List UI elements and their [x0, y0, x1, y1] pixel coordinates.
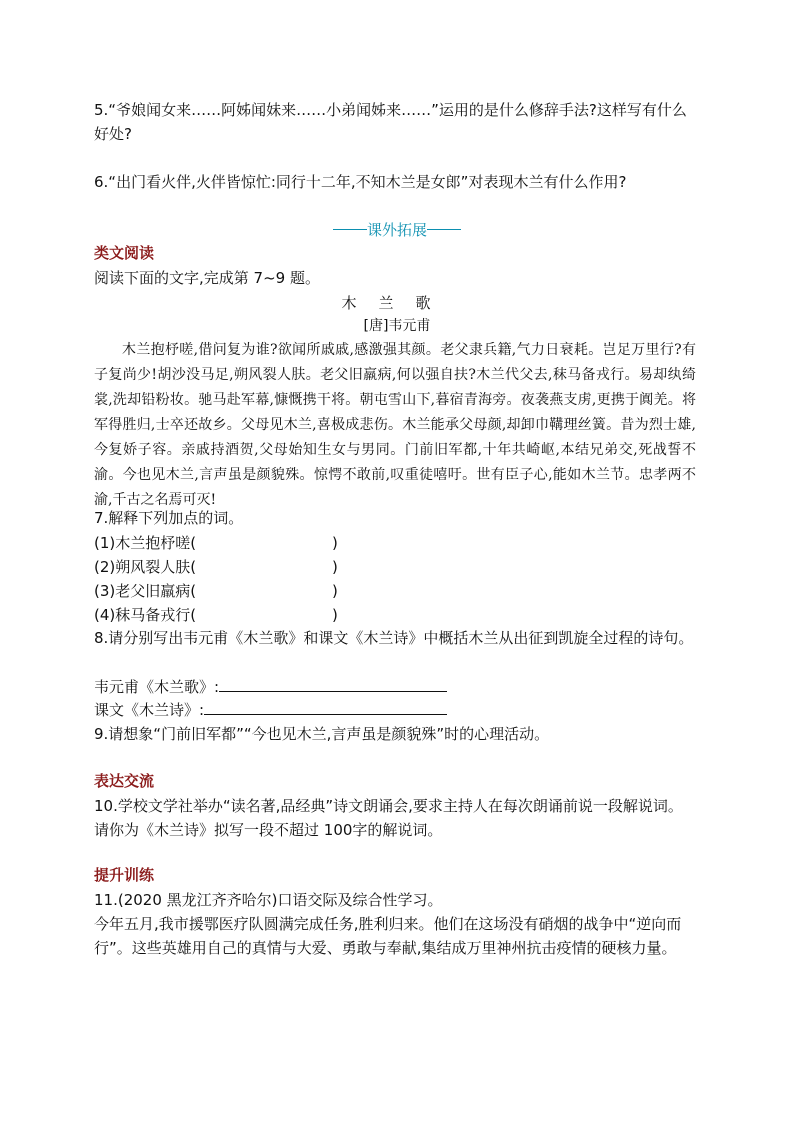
poem-title: 木兰歌 — [341, 294, 453, 312]
divider-line-left — [333, 229, 367, 230]
q7-item-4 — [94, 603, 338, 627]
question-10: 10.学校文学社举办“读名著,品经典”诗文朗诵会,要求主持人在每次朗诵前说一段解说词。请你为《木兰诗》拟写一段不超过 100字的解说词。 — [94, 797, 683, 839]
q7-item-label: (4)秣马备戎行( — [94, 606, 197, 624]
q7-item-label: (1)木兰抱杼嗟( — [94, 534, 197, 552]
question-8: 8.请分别写出韦元甫《木兰歌》和课文《木兰诗》中概括木兰从出征到凯旋全过程的诗句。 — [94, 629, 694, 647]
question-11: 11.(2020 黑龙江齐齐哈尔)口语交际及综合性学习。 — [94, 891, 443, 909]
q8-line-label: 课文《木兰诗》: — [94, 701, 205, 719]
divider-label: 课外拓展 — [366, 220, 427, 239]
q7-item-3 — [94, 579, 338, 603]
q7-item-answer-blank[interactable]: ) — [332, 534, 338, 552]
section-heading-reading: 类文阅读 — [94, 244, 155, 262]
poem-author: [唐]韦元甫 — [363, 318, 431, 334]
q7-item-label: (3)老父旧羸病( — [94, 582, 197, 600]
section-heading-expression: 表达交流 — [94, 772, 155, 790]
q7-item-1 — [94, 531, 338, 555]
poem-body: 木兰抱杼嗟,借问复为谁?欲闻所戚戚,感激强其颜。老父隶兵籍,气力日衰耗。岂足万里行?有子复尚少!胡沙没马足,朔风裂人肤。老父旧羸病,何以强自扶?木兰代父去,秣马备戎行。易却纨绮裳,洗却铅粉妆。驰马赴军幕,慷慨携干将。朝屯雪山下,暮宿青海旁。夜袭燕支虏,更携于阗羌。将军得胜归,士卒还故乡。父母见木兰,喜极成悲伤。木兰能承父母颜,却卸巾鞲理丝簧。昔为烈士雄,今复娇子容。亲戚持酒贺,父母始知生女与男同。门前旧军都,十年共崎岖,本结兄弟交,死战誓不渝。今也见木兰,言声虽是颜貌殊。惊愕不敢前,叹重徒嘻吁。世有臣子心,能如木兰节。忠孝两不渝,千古之名焉可灭! — [94, 342, 696, 508]
question-5: 5.“爷娘闻女来……阿姊闻妹来……小弟闻姊来……”运用的是什么修辞手法?这样写有什么好处? — [94, 101, 687, 143]
section-divider — [0, 218, 794, 241]
q7-item-answer-blank[interactable]: ) — [332, 606, 338, 624]
answer-underline[interactable] — [204, 698, 447, 715]
q7-item-answer-blank[interactable]: ) — [332, 558, 338, 576]
answer-underline[interactable] — [219, 675, 447, 692]
question-11-passage: 今年五月,我市援鄂医疗队圆满完成任务,胜利归来。他们在这场没有硝烟的战争中“逆向而行”。这些英雄用自己的真情与大爱、勇敢与奉献,集结成万里神州抗击疫情的硬核力量。 — [94, 915, 682, 957]
q7-item-answer-blank[interactable]: ) — [332, 582, 338, 600]
q8-answer-line-2 — [94, 698, 447, 722]
reading-instruction: 阅读下面的文字,完成第 7~9 题。 — [94, 269, 320, 287]
q7-item-2 — [94, 555, 338, 579]
section-heading-improvement: 提升训练 — [94, 866, 155, 884]
question-7: 7.解释下列加点的词。 — [94, 509, 244, 527]
q7-item-label: (2)朔风裂人肤( — [94, 558, 197, 576]
question-6: 6.“出门看火伴,火伴皆惊忙:同行十二年,不知木兰是女郎”对表现木兰有什么作用? — [94, 173, 627, 191]
q8-answer-line-1 — [94, 675, 447, 699]
q8-line-label: 韦元甫《木兰歌》: — [94, 678, 220, 696]
question-9: 9.请想象“门前旧军都”“今也见木兰,言声虽是颜貌殊”时的心理活动。 — [94, 725, 550, 743]
divider-line-right — [427, 229, 461, 230]
